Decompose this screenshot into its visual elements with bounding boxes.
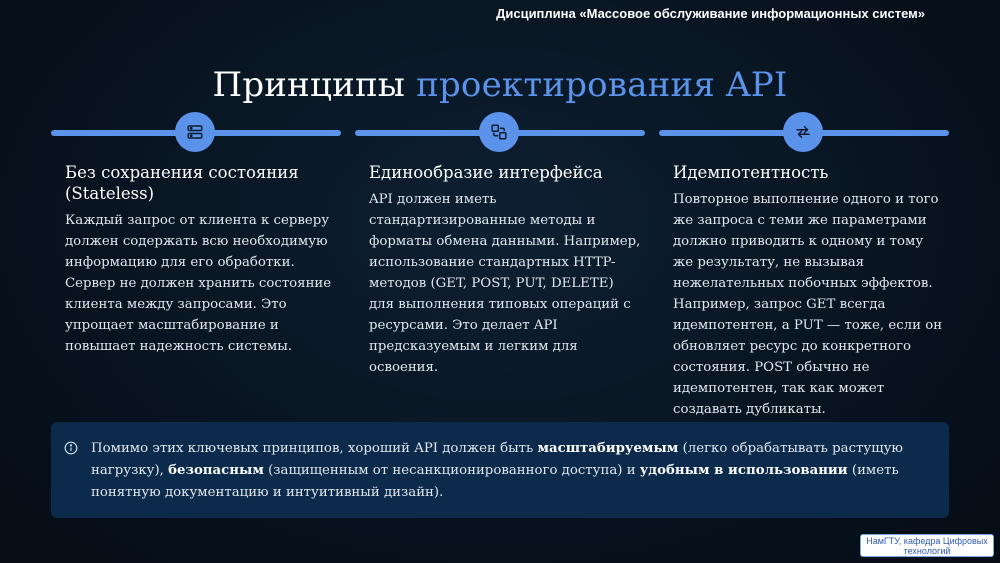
note-bold-secure: безопасным [168, 463, 264, 478]
page-title [0, 65, 1000, 105]
note-bold-usable: удобным в использовании [639, 463, 848, 478]
principle-heading: Идемпотентность [673, 163, 829, 182]
puzzle-icon [490, 123, 508, 141]
principle-text: API должен иметь стандартизированные методы и форматы обмена данными. Например, использование стандартных HTTP-методов (GET, POST, PUT, DELETE) для выполнения типовых операций с ресурсами. Это делает API предсказуемым и легким для освоения. [369, 192, 641, 375]
note-part: (легко обрабатывать растущую нагрузку), [91, 441, 903, 478]
note-bold-scalable: масштабируемым [537, 441, 679, 456]
info-icon [64, 441, 78, 455]
note-part: Помимо этих ключевых принципов, хороший API должен быть [91, 441, 538, 456]
principle-text: Повторное выполнение одного и того же запроса с теми же параметрами должно приводить к одному и тому же результату, не вызывая нежелательных побочных эффектов. Например, запрос GET всегда идемпотентен, а PUT — тоже, если он обновляет ресурс до конкретного состояния. POST обычно не идемпотентен, так как может создавать дубликаты. [673, 192, 943, 417]
title-main: Принципы [212, 64, 417, 105]
sync-icon [794, 123, 812, 141]
principle-heading: Единообразие интерфейса [369, 163, 603, 182]
principle-heading: Без сохранения состояния (Stateless) [65, 163, 299, 203]
info-note [51, 422, 949, 518]
icon-badge [175, 112, 215, 152]
title-accent: проектирования API [416, 64, 788, 105]
server-icon [186, 123, 204, 141]
note-part: (иметь понятную документацию и интуитивный дизайн). [91, 463, 899, 500]
note-text [91, 438, 936, 504]
note-part: (защищенным от несанкционированного доступа) и [263, 463, 640, 478]
icon-badge [783, 112, 823, 152]
course-title: Дисциплина «Массовое обслуживание информационных систем» [496, 6, 925, 21]
principle-text: Каждый запрос от клиента к серверу должен содержать всю необходимую информацию для его обработки. Сервер не должен хранить состояние клиента между запросами. Это упрощает масштабирование и повышает надежность системы. [65, 213, 332, 354]
icon-badge [479, 112, 519, 152]
university-badge: НамГТУ, кафедра Цифровых технологий [860, 534, 994, 557]
